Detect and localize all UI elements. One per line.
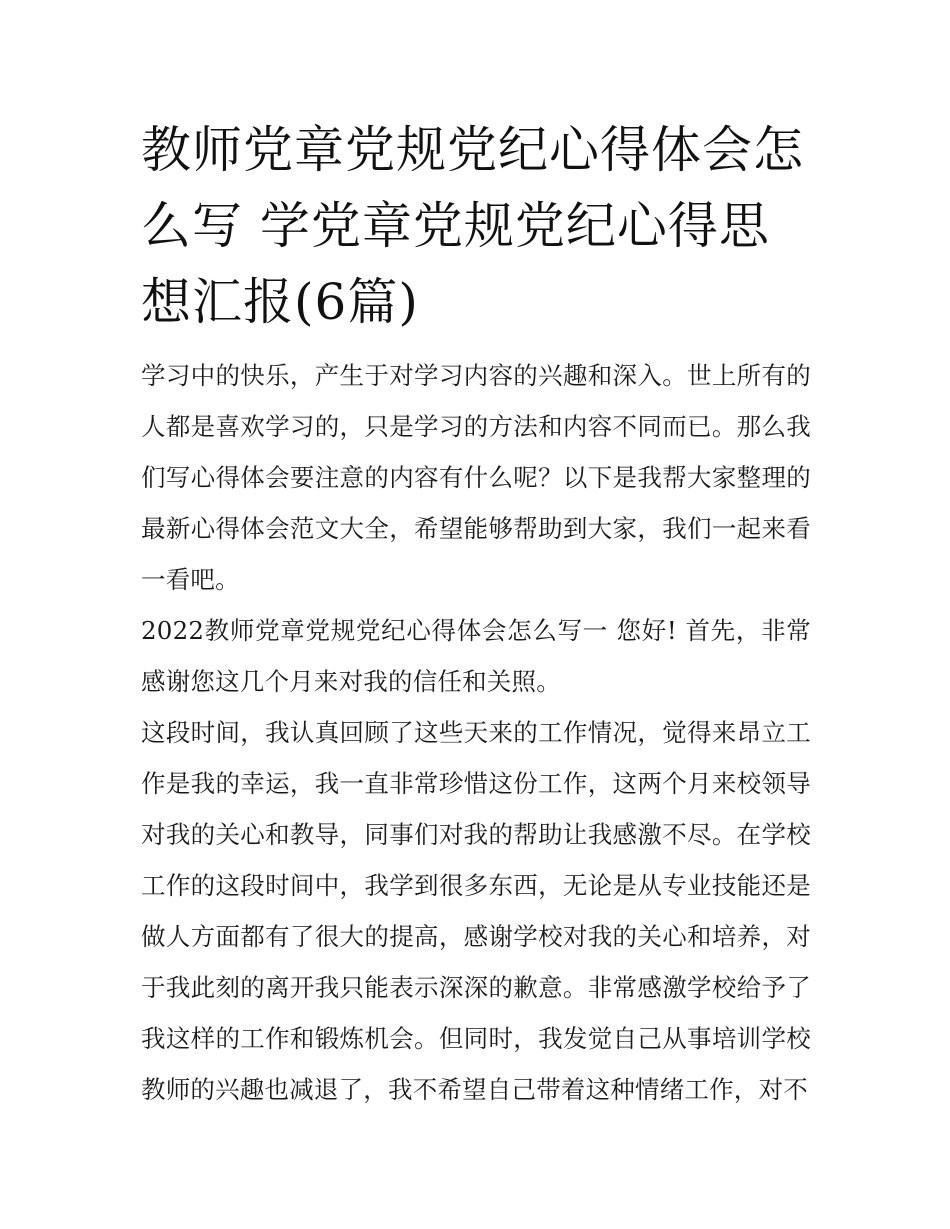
document-page — [141, 112, 811, 1115]
paragraph-greeting: 2022教师党章党规党纪心得体会怎么写一 您好! 首先，非常感谢您这几个月来对我的信任和关照。 — [141, 616, 811, 696]
paragraph-body: 这段时间，我认真回顾了这些天来的工作情况，觉得来昂立工作是我的幸运，我一直非常珍惜这份工作，这两个月来校领导对我的关心和教导，同事们对我的帮助让我感激不尽。在学校工作的这段时间中，我学到很多东西，无论是从专业技能还是做人方面都有了很大的提高，感谢学校对我的关心和培养，对于我此刻的离开我只能表示深深的歉意。非常感激学校给予了我这样的工作和锻炼机会。但同时，我发觉自己从事培训学校教师的兴趣也减退了，我不希望自己带着这种情绪工作，对不 — [141, 718, 811, 1104]
paragraph-intro: 学习中的快乐，产生于对学习内容的兴趣和深入。世上所有的人都是喜欢学习的，只是学习的方法和内容不同而已。那么我们写心得体会要注意的内容有什么呢？以下是我帮大家整理的最新心得体会范文大全，希望能够帮助到大家，我们一起来看一看吧。 — [141, 361, 811, 594]
document-title: 教师党章党规党纪心得体会怎么写 学党章党规党纪心得思想汇报(6篇) — [141, 121, 804, 331]
